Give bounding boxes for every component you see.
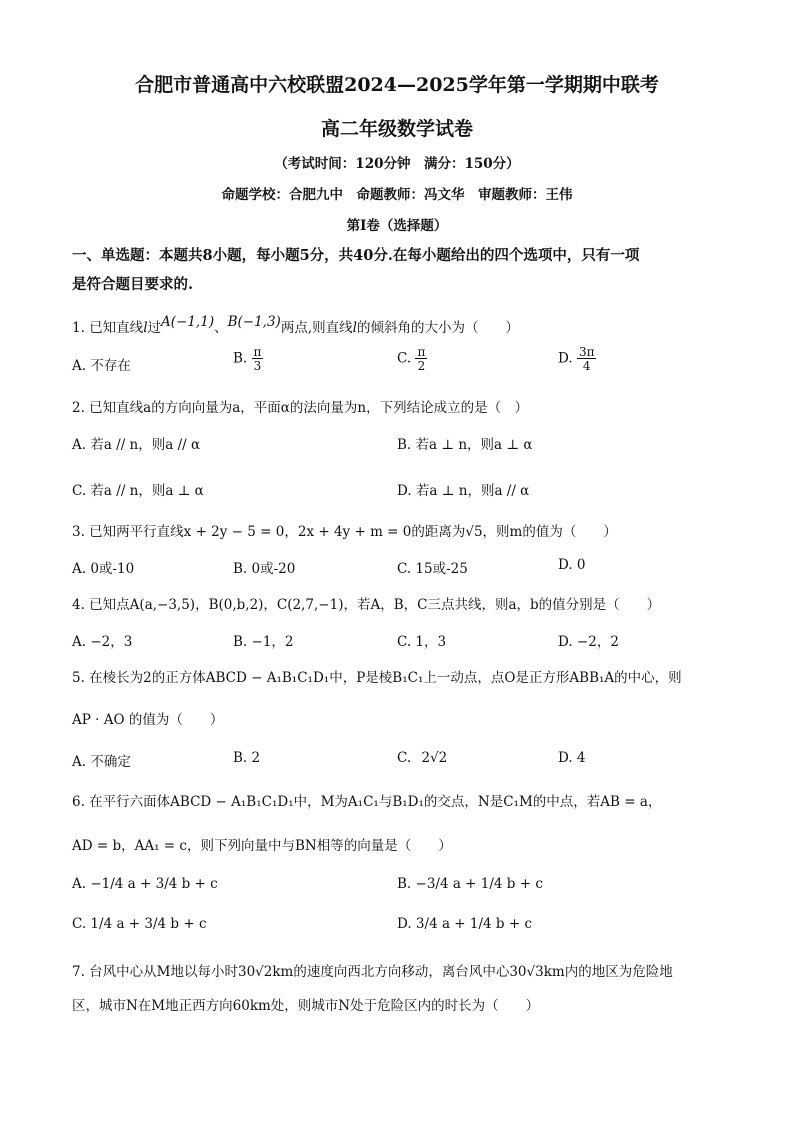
q1-var-l-2: l [352,320,357,336]
q5-option-a: A. 不确定 [72,754,131,770]
exam-volume: 第Ⅰ卷（选择题） [346,218,448,234]
q5-option-b: B. 2 [233,750,261,766]
q1-option-b-label: B. [233,350,248,367]
question-5-line1: 5. 在棱长为2的正方体ABCD − A₁B₁C₁D₁中，P是棱B₁C₁上一动点，点O是正方形ABB₁A的中心，则 [72,670,682,686]
q1-text-post2: 的倾斜角的大小为（ ） [356,320,519,336]
q1-text-post: 两点,则直线 [280,320,353,336]
q1-c-num: π [417,345,426,359]
exam-time-score: （考试时间：120分钟 满分：150分） [274,156,520,172]
question-7-line2: 区，城市N在M地正西方向60km处，则城市N处于危险区内的时长为（ ） [72,998,540,1014]
question-4-stem: 4. 已知点A(a,−3,5)，B(0,b,2)，C(2,7,−1)，若A，B，C三点共线，则a，b的值分别是（ ） [72,597,661,613]
exam-subtitle: 高二年级数学试卷 [320,118,473,140]
question-6-line1: 6. 在平行六面体ABCD − A₁B₁C₁D₁中，M为A₁C₁与B₁D₁的交点，N是C₁M的中点，若AB = a， [72,794,662,810]
q6-option-d: D. 3/4 a + 1/4 b + c [397,916,532,932]
q1-option-d-fraction [577,346,597,372]
exam-title: 合肥市普通高中六校联盟2024—2025学年第一学期期中联考 [135,74,659,96]
q5-option-c-label: C. [397,750,412,766]
q5-option-c-value: 2√2 [421,750,448,766]
q4-option-c: C. 1，3 [397,634,447,650]
q1-var-l: l [143,320,148,336]
q3-option-a: A. 0或-10 [72,561,135,577]
q1-option-c-label: C. [397,350,412,367]
question-7-line1: 7. 台风中心从M地以每小时30√2km的速度向西北方向移动，离台风中心30√3km内的地区为危险地 [72,964,673,980]
q1-b-den: 3 [252,358,264,372]
q1-option-d-label: D. [558,350,573,367]
q1-option-c-fraction [415,346,427,372]
q5-option-c [397,750,447,766]
q5-option-d: D. 4 [558,750,586,766]
q1-point-a: A(−1,1) [161,314,215,330]
q1-number: 1. [72,320,85,336]
q2-option-b: B. 若a ⊥ n，则a ⊥ α [397,437,533,453]
q1-text-mid: 过 [147,320,162,336]
q1-option-c [397,346,427,372]
q2-option-a: A. 若a // n，则a // α [72,437,201,453]
q1-sep: 、 [214,320,228,336]
question-1-stem [72,316,519,336]
q3-option-b: B. 0或-20 [233,561,296,577]
q6-option-b: B. −3/4 a + 1/4 b + c [397,876,543,892]
question-2-stem: 2. 已知直线a的方向向量为a，平面α的法向量为n，下列结论成立的是（ ） [72,400,529,416]
q1-option-d [558,346,596,372]
q1-option-b [233,346,263,372]
section-heading-line1: 一、单选题：本题共8小题，每小题5分，共40分.在每小题给出的四个选项中，只有一项 [72,247,640,264]
q2-option-c: C. 若a // n，则a ⊥ α [72,483,204,499]
q1-d-num: 3π [578,345,595,359]
q1-b-num: π [253,345,262,359]
q3-option-d: D. 0 [558,557,586,573]
section-heading-line2: 是符合题目要求的. [72,276,194,293]
q4-option-b: B. −1，2 [233,634,294,650]
q6-option-c: C. 1/4 a + 3/4 b + c [72,916,207,932]
question-6-line2: AD = b，AA₁ = c，则下列向量中与BN相等的向量是（ ） [72,838,452,854]
q1-d-den: 4 [577,358,597,372]
exam-authors: 命题学校：合肥九中 命题教师：冯文华 审题教师：王伟 [221,187,573,203]
q1-option-a: A. 不存在 [72,358,131,374]
q6-option-a: A. −1/4 a + 3/4 b + c [72,876,218,892]
q3-option-c: C. 15或-25 [397,561,468,577]
q1-option-b-fraction [252,346,264,372]
q4-option-a: A. −2，3 [72,634,133,650]
q1-c-den: 2 [415,358,427,372]
q1-text-pre: 已知直线 [89,320,144,336]
q2-option-d: D. 若a ⊥ n，则a // α [397,483,530,499]
q4-option-d: D. −2，2 [558,634,619,650]
question-5-line2: AP · AO 的值为（ ） [72,712,224,728]
question-3-stem: 3. 已知两平行直线x + 2y − 5 = 0，2x + 4y + m = 0的距离为√5，则m的值为（ ） [72,524,617,540]
q1-point-b: B(−1,3) [227,314,281,330]
